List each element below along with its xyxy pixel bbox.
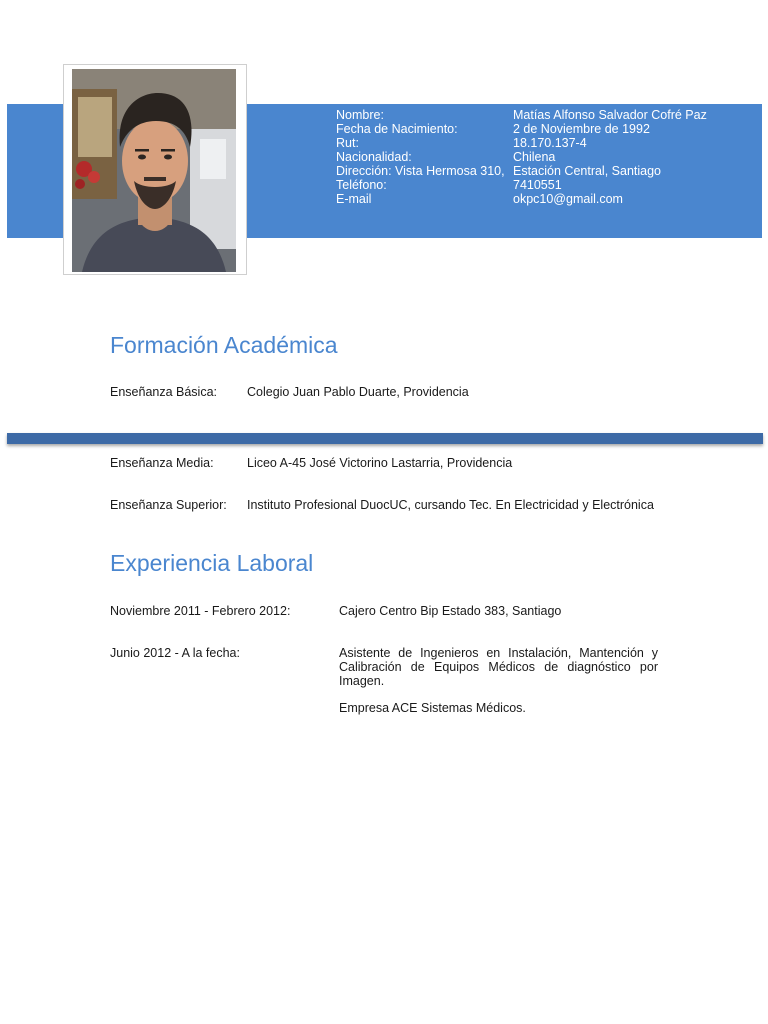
education-label-higher: Enseñanza Superior:	[110, 498, 227, 512]
job-company: Empresa ACE Sistemas Médicos.	[339, 701, 526, 715]
info-value: 2 de Noviembre de 1992	[513, 122, 650, 136]
info-row-email	[336, 192, 756, 206]
personal-info	[336, 108, 756, 206]
info-row-birthdate	[336, 122, 756, 136]
info-row-nationality	[336, 150, 756, 164]
info-row-name	[336, 108, 756, 122]
info-label: Dirección: Vista Hermosa 310,	[336, 164, 505, 178]
job-description: Cajero Centro Bip Estado 383, Santiago	[339, 604, 562, 618]
education-label-secondary: Enseñanza Media:	[110, 456, 214, 470]
job-period: Junio 2012 - A la fecha:	[110, 646, 240, 660]
education-section-title: Formación Académica	[110, 332, 338, 358]
profile-photo-frame	[63, 64, 247, 275]
info-value: 7410551	[513, 178, 562, 192]
info-value: Estación Central, Santiago	[513, 164, 662, 178]
info-row-phone	[336, 178, 756, 192]
experience-section-title: Experiencia Laboral	[110, 550, 314, 576]
profile-photo	[72, 69, 236, 272]
education-label-basic: Enseñanza Básica:	[110, 385, 218, 399]
info-value: Matías Alfonso Salvador Cofré Paz	[513, 108, 707, 122]
job-description: Asistente de Ingenieros en Instalación, Mantención y Calibración de Equipos Médicos de diagnóstico por Imagen.	[339, 646, 658, 688]
info-label: Nacionalidad:	[336, 150, 412, 164]
education-value-secondary: Liceo A-45 José Victorino Lastarria, Providencia	[247, 456, 513, 470]
info-value: Chilena	[513, 150, 556, 164]
education-value-basic: Colegio Juan Pablo Duarte, Providencia	[247, 385, 469, 399]
education-value-higher: Instituto Profesional DuocUC, cursando Tec. En Electricidad y Electrónica	[247, 498, 654, 512]
info-row-rut	[336, 136, 756, 150]
section-divider	[7, 433, 763, 444]
info-row-address	[336, 164, 756, 178]
info-label: Teléfono:	[336, 178, 387, 192]
info-label: E-mail	[336, 192, 372, 206]
email-link[interactable]: okpc10@gmail.com	[513, 192, 623, 206]
info-label: Nombre:	[336, 108, 384, 122]
info-label: Rut:	[336, 136, 359, 150]
profile-photo-image	[72, 69, 236, 272]
info-value: 18.170.137-4	[513, 136, 587, 150]
job-period: Noviembre 2011 - Febrero 2012:	[110, 604, 291, 618]
info-label: Fecha de Nacimiento:	[336, 122, 458, 136]
